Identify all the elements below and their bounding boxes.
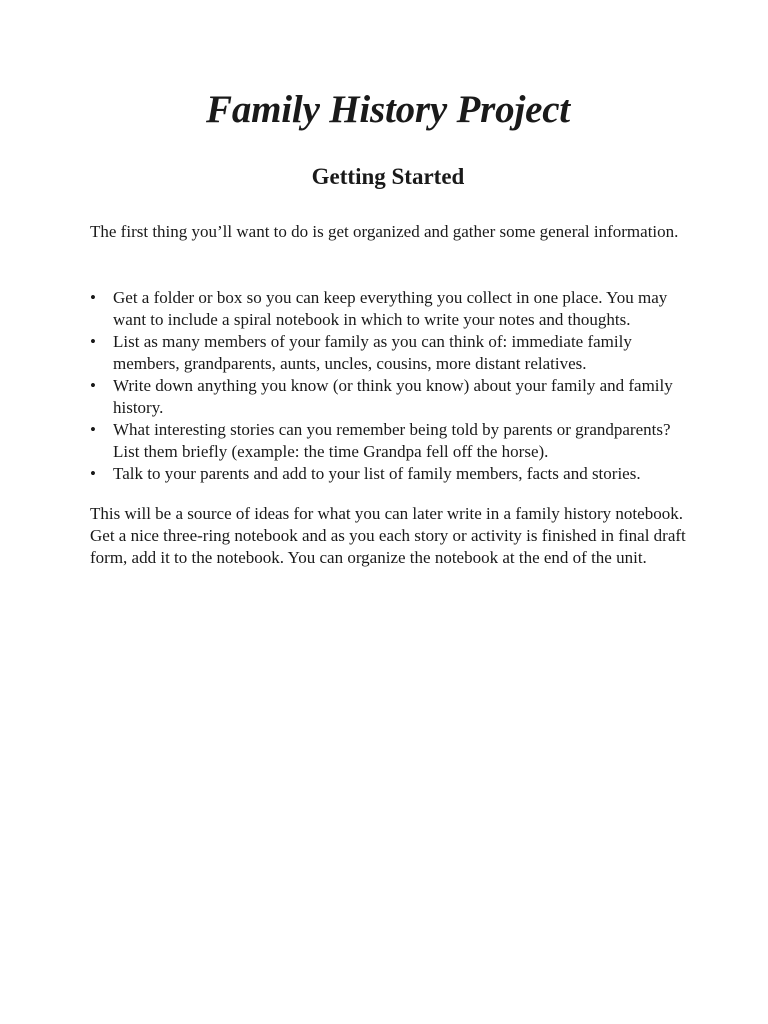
- list-item-text: What interesting stories can you remember being told by parents or grandparents? List them briefly (example: the time Grandpa fell off the horse).: [113, 420, 671, 461]
- bullet-icon: •: [90, 464, 96, 483]
- list-item: [90, 287, 686, 331]
- list-item-text: Write down anything you know (or think you know) about your family and family history.: [113, 376, 673, 417]
- list-item: [90, 375, 686, 419]
- list-item-text: List as many members of your family as you can think of: immediate family members, grandparents, aunts, uncles, cousins, more distant relatives.: [113, 332, 632, 373]
- bullet-icon: •: [90, 288, 96, 307]
- section-heading: Getting Started: [311, 164, 465, 189]
- bullet-icon: •: [90, 420, 96, 439]
- bullet-icon: •: [90, 332, 96, 351]
- list-item-text: Talk to your parents and add to your list of family members, facts and stories.: [113, 464, 641, 483]
- closing-paragraph: This will be a source of ideas for what you can later write in a family history notebook. Get a nice three-ring notebook and as you each story or activity is finished in final draft form, add it to the notebook. You can organize the notebook at the end of the unit.: [90, 504, 686, 567]
- list-item-text: Get a folder or box so you can keep everything you collect in one place. You may want to include a spiral notebook in which to write your notes and thoughts.: [113, 288, 668, 329]
- intro-paragraph: The first thing you’ll want to do is get organized and gather some general information.: [90, 222, 679, 241]
- list-item: [90, 331, 686, 375]
- list-item: [90, 463, 686, 485]
- list-item: [90, 419, 686, 463]
- page-title: Family History Project: [206, 88, 570, 131]
- bullet-icon: •: [90, 376, 96, 395]
- bullet-list: [90, 287, 686, 485]
